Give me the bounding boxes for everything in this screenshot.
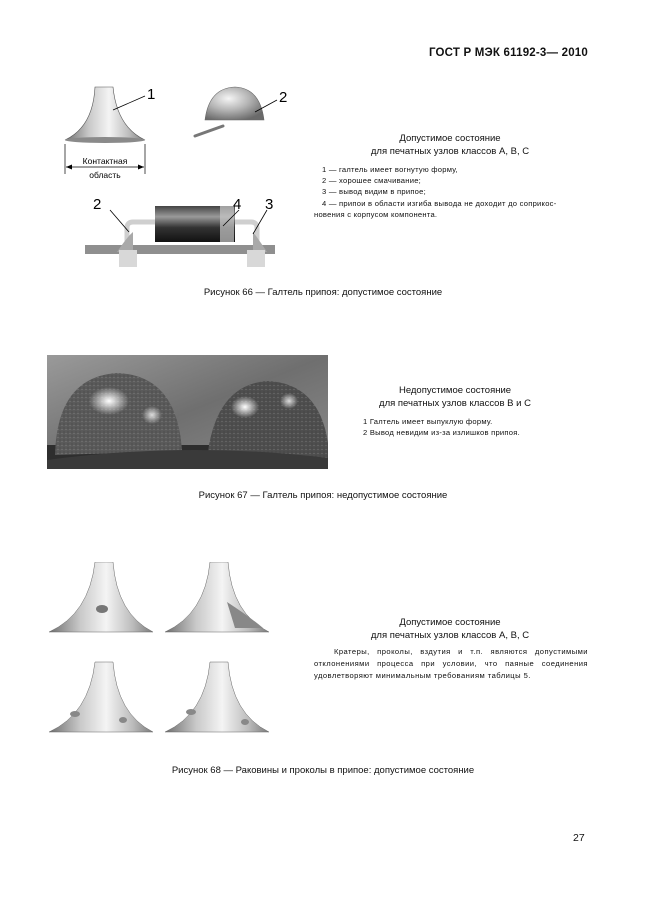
figure-67-state — [355, 385, 555, 410]
list-item: 1 — галтель имеет вогнутую форму, — [322, 165, 458, 174]
figure-67-items — [363, 416, 593, 438]
solder-fillet-dome — [195, 87, 264, 136]
figure-66-illustration — [55, 82, 315, 272]
voided-fillet-1 — [49, 562, 153, 632]
callout-3: 3 — [265, 196, 274, 213]
figure-67-photo — [47, 355, 328, 469]
callout-2-top: 2 — [279, 89, 288, 106]
list-item: 2 Вывод невидим из-за излишков припоя. — [363, 428, 520, 438]
figure-66-state — [340, 133, 560, 158]
state-title-line-2: для печатных узлов классов А, В, С — [370, 145, 530, 157]
list-item: новения с корпусом компонента. — [314, 209, 438, 219]
component-on-board — [85, 206, 275, 267]
callout-2-bottom: 2 — [93, 196, 102, 213]
state-title-line-1: Недопустимое состояние — [398, 385, 512, 396]
figure-68-paragraph: Кратеры, проколы, вздутия и т.п. являются допустимыми отклонениями процесса при условии, что паяные соединения удовлетворяют минимальным требованиям таблицы 5. — [314, 647, 588, 680]
figure-68-state — [340, 617, 560, 642]
state-title-line-2: для печатных узлов классов А, В, С — [370, 629, 530, 641]
callout-1: 1 — [147, 86, 156, 103]
state-title-line-2: для печатных узлов классов В и С — [379, 397, 531, 409]
state-title-line-1: Допустимое состояние — [399, 617, 501, 628]
contact-area-label-2: область — [89, 170, 121, 180]
voided-fillet-4 — [165, 662, 269, 732]
page-number: 27 — [573, 832, 585, 844]
callout-4: 4 — [233, 196, 242, 213]
state-title-line-1: Допустимое состояние — [399, 133, 501, 144]
voided-fillet-2 — [165, 562, 269, 632]
voided-fillet-3 — [49, 662, 153, 732]
list-item: 4 — припои в области изгиба вывода не доходит до соприкос- — [322, 198, 557, 208]
contact-area-label-1: Контактная — [82, 156, 128, 166]
list-item: 3 — вывод видим в припое; — [322, 187, 426, 197]
document-header: ГОСТ Р МЭК 61192-3— 2010 — [428, 47, 588, 59]
figure-68-caption: Рисунок 68 — Раковины и проколы в припое: допустимое состояние — [171, 765, 475, 776]
list-item: 2 — хорошее смачивание; — [322, 176, 422, 186]
figure-66-items — [314, 164, 596, 220]
list-item: 1 Галтель имеет выпуклую форму. — [363, 417, 493, 426]
figure-66-caption: Рисунок 66 — Галтель припоя: допустимое состояние — [203, 287, 443, 298]
solder-fillet-cone — [65, 87, 145, 143]
figure-68-illustration — [45, 562, 273, 740]
figure-67-caption: Рисунок 67 — Галтель припоя: недопустимое состояние — [198, 490, 448, 501]
